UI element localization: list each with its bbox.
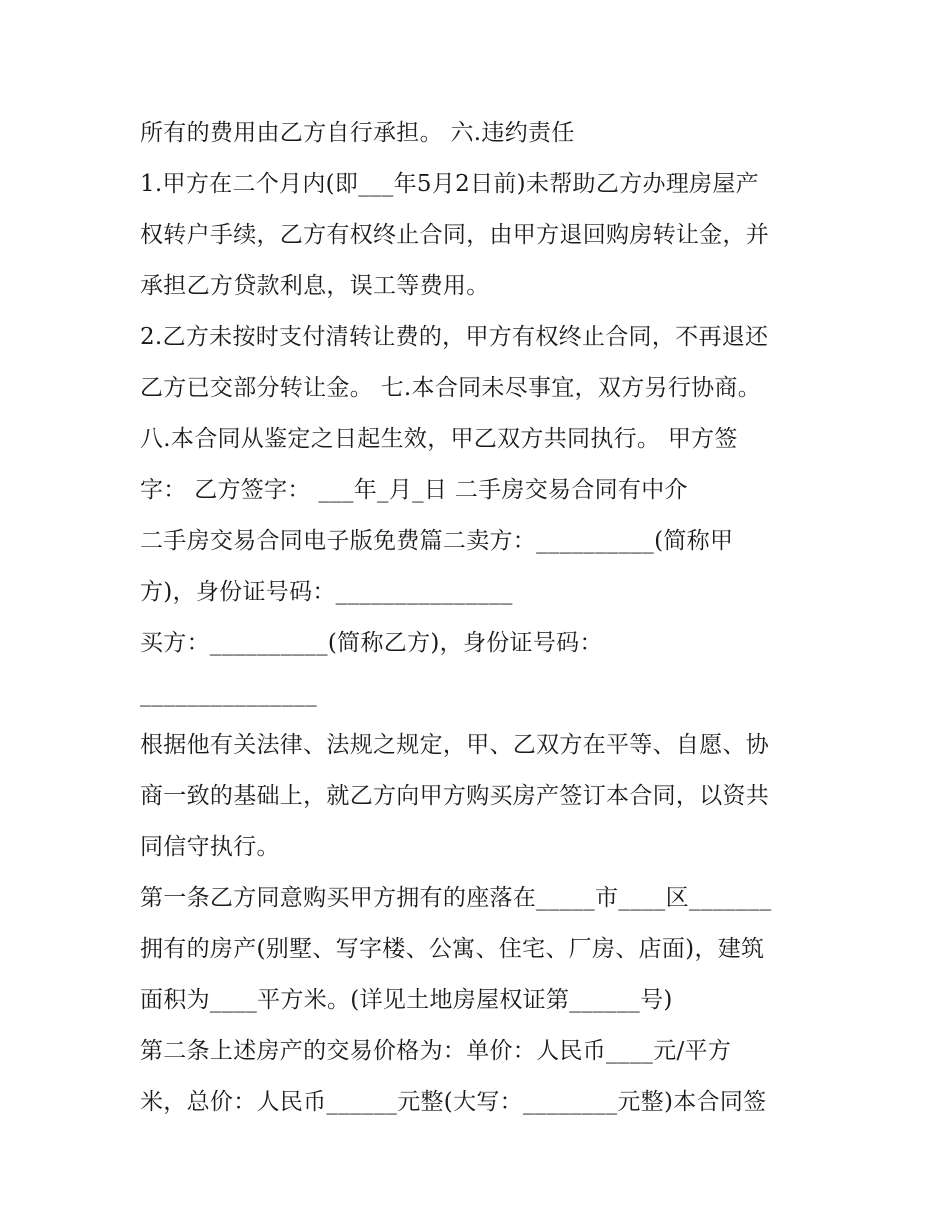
text-line: 拥有的房产(别墅、写字楼、公寓、住宅、厂房、店面)，建筑 [140,936,765,962]
text-line: 八.本合同从鉴定之日起生效，甲乙双方共同执行。 甲方签 [140,426,738,452]
text-line: 面积为____平方米。(详见土地房屋权证第______号) [140,987,673,1013]
text-line: 根据他有关法律、法规之规定，甲、乙双方在平等、自愿、协 [140,732,770,758]
text-line: 承担乙方贷款利息，误工等费用。 [140,273,490,299]
text-line: 字： 乙方签字： ___年_月_日 二手房交易合同有中介 [140,477,688,503]
text-line: 1.甲方在二个月内(即___年5月2日前)未帮助乙方办理房屋产 [140,171,759,197]
text-line: 所有的费用由乙方自行承担。 六.违约责任 [140,120,575,146]
text-line: 权转户手续，乙方有权终止合同，由甲方退回购房转让金，并 [140,222,770,248]
text-line: 方)，身份证号码：_______________ [140,579,513,605]
text-line: 商一致的基础上，就乙方向甲方购买房产签订本合同，以资共 [140,783,770,809]
text-line: 米，总价：人民币______元整(大写：________元整)本合同签 [140,1089,767,1115]
text-line: 2.乙方未按时支付清转让费的，甲方有权终止合同，不再退还 [140,324,769,350]
text-line: 二手房交易合同电子版免费篇二卖方：__________(简称甲 [140,528,734,554]
text-line: 乙方已交部分转让金。 七.本合同未尽事宜，双方另行协商。 [140,375,762,401]
text-line: 第二条上述房产的交易价格为：单价：人民币____元/平方 [140,1038,732,1064]
text-line: _______________ [140,681,317,707]
text-line: 同信守执行。 [140,834,280,860]
text-line: 第一条乙方同意购买甲方拥有的座落在_____市____区_______ [140,885,772,911]
document-body [140,108,840,1128]
text-line: 买方：__________(简称乙方)，身份证号码： [140,630,603,656]
